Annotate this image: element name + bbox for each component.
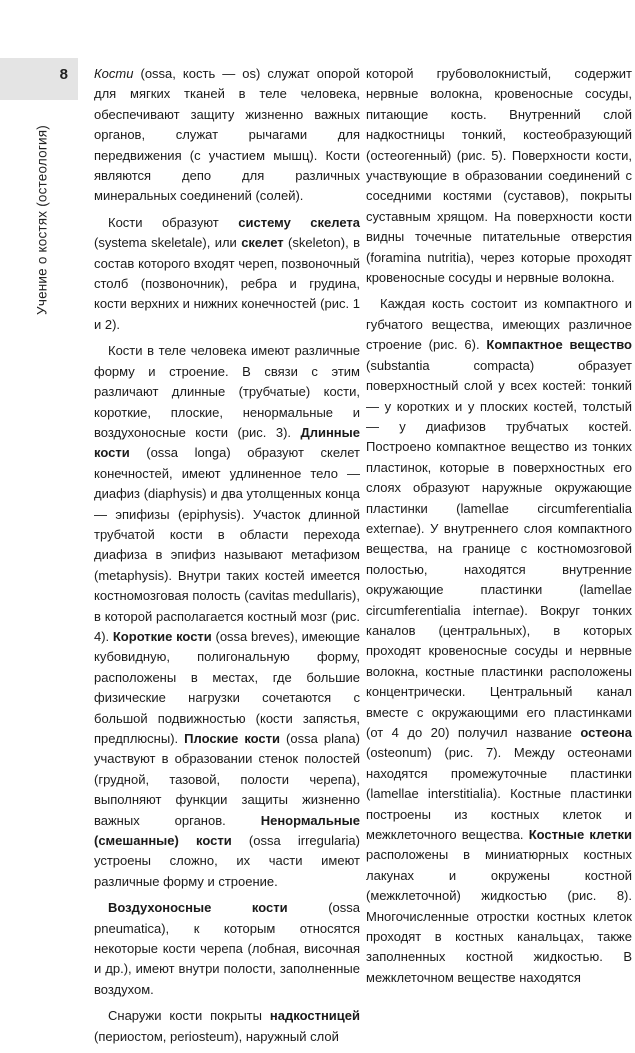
bold-term: систему скелета [238,214,361,230]
text-column-right [366,64,632,994]
bold-term: Костные клетки [528,827,632,843]
paragraph [94,64,360,207]
text-run: Кости в теле человека имеют различные форму и строение. В связи с этим различают длинные (трубчатые) кости, короткие, плоские, ненормальные и воздухоносные кости (рис. 3). [94,343,360,440]
bold-term: Короткие кости [112,628,212,644]
text-run: Снаружи кости покрыты [108,1008,270,1024]
text-run: которой грубоволокнистый, содержит нервные волокна, кровеносные сосуды, питающие кость. Внутренний слой надкостницы тонкий, костеобразующий (остеогенный) (рис. 5). Поверхности кости, участвующие в образовании соединений с соседними костями (суставов), покрыты суставным хрящом. На поверхности кости видны точечные питательные отверстия (foramina nutritia), через которые проходят кровеносные сосуды и нервные волокна. [366,66,632,286]
bold-term: скелет [241,235,284,251]
page-number-tab [0,58,78,100]
italic-term: Кости [94,66,134,81]
page-number: 8 [59,66,68,83]
text-run: (ossa plana) участвуют в образовании стенок полостей (грудной, тазовой, полости черепа), выполняют функции защиты жизненно важных органов. [94,731,360,828]
paragraph [94,898,360,1000]
page-margin [0,0,78,935]
text-run: (ossa, кость — os) служат опорой для мягких тканей в теле человека, обеспечивают защиту жизненно важных органов, служат рычагами для передвижения (с участием мышц). Кости являются депо для различных минеральных соединений (солей). [94,66,360,204]
text-run: (ossa irregularia) устроены сложно, их части имеют различные форму и строение. [94,833,360,889]
text-run: (substantia compacta) образует поверхностный слой у всех костей: тонкий — у коротких и у плоских костей, толстый — у диафизов трубчатых костей. Построено компактное вещество из тонких пластинок, которые в поверхностных его слоях образуют наружные окружающие пластинки (lamellae circumferentialia externae). У внутреннего слоя компактного вещества, на границе с костномозговой полостью, находятся внутренние окружающие пластинки (lamellae circumferentialia internae). Вокруг тонких каналов (центральных), в которых проходят кровеносные сосуды и нервные волокна, костные пластинки расположены концентрически. Центральный канал вместе с окружающими его пластинками (от 4 до 20) получил название [366,357,632,740]
text-run: Каждая кость состоит из компактного и губчатого вещества, имеющих различное строение (рис. 6). [366,296,632,353]
text-run: (osteonum) (рис. 7). Между остеонами находятся промежуточные пластинки (lamellae interstitialia). Костные пластинки построены из костных клеток и межклеточного вещества. [366,745,632,843]
paragraph [94,1006,360,1047]
text-run: (ossa longa) образуют скелет конечностей, имеют удлиненное тело — диафиз (diaphysis) и два утолщенных конца — эпифизы (epiphysis). Участок длинной трубчатой кости в области перехода диафиза в эпифиз называют метафизом (metaphysis). Внутри таких костей имеется костномозговая полость (cavitas medullaris), в которой располагается костный мозг (рис. 4). [94,445,360,644]
paragraph [94,213,360,335]
bold-term: Воздухоносные кости [108,900,288,916]
paragraph [366,64,632,288]
bold-term: остеона [580,725,632,740]
text-run: (ossa pneumatica), к которым относятся некоторые кости черепа (лобная, височная и др.), имеют внутри полости, заполненные воздухом. [94,900,361,997]
text-run: (периостом, periosteum), наружный слой [94,1028,339,1044]
bold-term: Компактное вещество [486,337,632,353]
text-run: (ossa breves), имеющие кубовидную, полигональную форму, расположены в местах, где большие физические нагрузки сочетаются с большой подвижностью (кости запястья, предплюсны). [94,628,360,746]
text-run: расположены в миниатюрных костных лакунах и окружены костной (межклеточной) жидкостью (рис. 8). Многочисленные отростки костных клеток проходят в костных канальцах, также заполненных костной жидкостью. В межклеточном веществе находятся [366,847,632,985]
text-column-left [94,64,360,1053]
text-run: (skeleton), в состав которого входят череп, позвоночный столб (позвоночник), ребра и грудина, кости верхних и нижних конечностей (рис. 1 и 2). [94,235,360,332]
running-header [22,110,62,330]
text-run: Кости образуют [108,214,239,230]
bold-term: надкостницей [269,1008,360,1024]
text-run: (systema skeletale), или [94,235,242,251]
paragraph [94,341,360,892]
bold-term: Ненормальные (смешанные) кости [94,812,360,849]
chapter-title: Учение о костях (остеология) [34,125,50,315]
bold-term: Длинные кости [94,424,360,461]
bold-term: Плоские кости [184,731,281,746]
paragraph [366,294,632,988]
